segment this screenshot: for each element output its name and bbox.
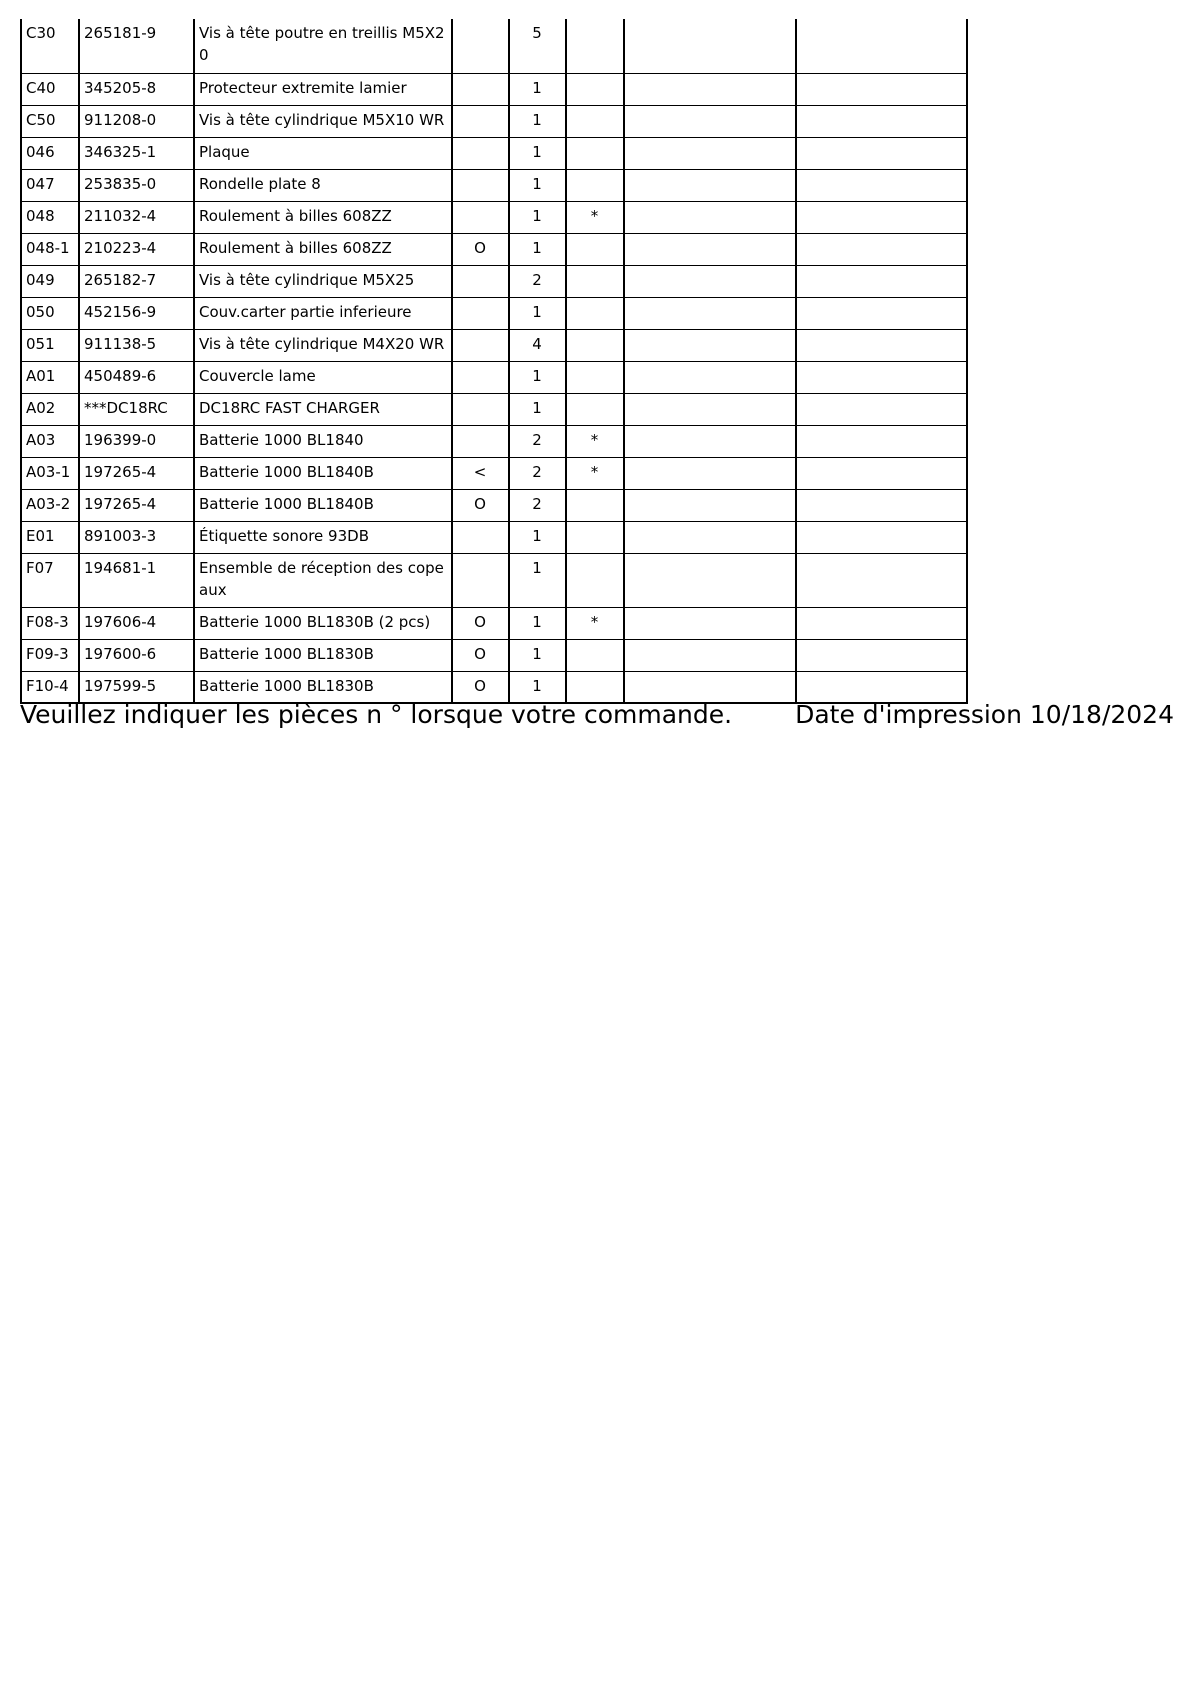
table-row (21, 105, 967, 137)
quantity-cell: 1 (509, 607, 566, 639)
flag-cell (566, 639, 624, 671)
quantity-cell: 1 (509, 233, 566, 265)
mark-cell (452, 201, 509, 233)
blank-cell (624, 393, 796, 425)
mark-cell (452, 265, 509, 297)
quantity-cell: 2 (509, 489, 566, 521)
part-number-cell: 196399-0 (79, 425, 194, 457)
table-row (21, 265, 967, 297)
mark-cell: O (452, 639, 509, 671)
flag-cell (566, 105, 624, 137)
blank-cell (796, 201, 967, 233)
description-cell: Ensemble de réception des copeaux (194, 553, 452, 607)
description-cell: Couvercle lame (194, 361, 452, 393)
blank-cell (624, 19, 796, 73)
flag-cell (566, 265, 624, 297)
description-cell: Batterie 1000 BL1830B (194, 639, 452, 671)
mark-cell (452, 425, 509, 457)
item-number-cell: 051 (21, 329, 79, 361)
blank-cell (796, 393, 967, 425)
table-row (21, 521, 967, 553)
blank-cell (796, 137, 967, 169)
flag-cell: * (566, 201, 624, 233)
flag-cell (566, 521, 624, 553)
blank-cell (796, 521, 967, 553)
blank-cell (624, 457, 796, 489)
table-row (21, 553, 967, 607)
blank-cell (624, 233, 796, 265)
item-number-cell: C40 (21, 73, 79, 105)
table-row (21, 137, 967, 169)
description-cell: DC18RC FAST CHARGER (194, 393, 452, 425)
flag-cell: * (566, 607, 624, 639)
mark-cell (452, 329, 509, 361)
item-number-cell: 048 (21, 201, 79, 233)
flag-cell (566, 297, 624, 329)
table-row (21, 607, 967, 639)
blank-cell (796, 329, 967, 361)
blank-cell (624, 73, 796, 105)
mark-cell (452, 169, 509, 201)
quantity-cell: 1 (509, 639, 566, 671)
blank-cell (796, 73, 967, 105)
flag-cell (566, 233, 624, 265)
blank-cell (624, 425, 796, 457)
part-number-cell: 197600-6 (79, 639, 194, 671)
item-number-cell: 050 (21, 297, 79, 329)
part-number-cell: ***DC18RC (79, 393, 194, 425)
description-cell: Rondelle plate 8 (194, 169, 452, 201)
quantity-cell: 1 (509, 105, 566, 137)
item-number-cell: F09-3 (21, 639, 79, 671)
part-number-cell: 197265-4 (79, 489, 194, 521)
description-cell: Vis à tête poutre en treillis M5X20 (194, 19, 452, 73)
item-number-cell: A03-2 (21, 489, 79, 521)
blank-cell (624, 265, 796, 297)
blank-cell (796, 607, 967, 639)
item-number-cell: A03 (21, 425, 79, 457)
order-note: Veuillez indiquer les pièces n ° lorsque votre commande. (20, 700, 733, 729)
quantity-cell: 4 (509, 329, 566, 361)
mark-cell (452, 19, 509, 73)
quantity-cell: 1 (509, 393, 566, 425)
quantity-cell: 1 (509, 361, 566, 393)
flag-cell (566, 329, 624, 361)
blank-cell (624, 137, 796, 169)
quantity-cell: 1 (509, 671, 566, 703)
mark-cell (452, 553, 509, 607)
table-row (21, 361, 967, 393)
blank-cell (624, 201, 796, 233)
blank-cell (796, 105, 967, 137)
mark-cell: O (452, 607, 509, 639)
print-date: Date d'impression 10/18/2024 (795, 700, 1174, 729)
table-row (21, 671, 967, 703)
flag-cell (566, 553, 624, 607)
description-cell: Batterie 1000 BL1830B (2 pcs) (194, 607, 452, 639)
table-row (21, 19, 967, 73)
part-number-cell: 891003-3 (79, 521, 194, 553)
table-row (21, 329, 967, 361)
part-number-cell: 253835-0 (79, 169, 194, 201)
parts-table (20, 19, 968, 704)
blank-cell (624, 361, 796, 393)
part-number-cell: 211032-4 (79, 201, 194, 233)
item-number-cell: A01 (21, 361, 79, 393)
quantity-cell: 2 (509, 425, 566, 457)
description-cell: Batterie 1000 BL1830B (194, 671, 452, 703)
item-number-cell: F08-3 (21, 607, 79, 639)
quantity-cell: 1 (509, 201, 566, 233)
flag-cell: * (566, 457, 624, 489)
part-number-cell: 911208-0 (79, 105, 194, 137)
mark-cell (452, 521, 509, 553)
parts-table-body (21, 19, 967, 703)
table-row (21, 457, 967, 489)
quantity-cell: 2 (509, 265, 566, 297)
blank-cell (624, 169, 796, 201)
mark-cell (452, 393, 509, 425)
part-number-cell: 197599-5 (79, 671, 194, 703)
description-cell: Batterie 1000 BL1840B (194, 457, 452, 489)
quantity-cell: 5 (509, 19, 566, 73)
blank-cell (796, 457, 967, 489)
mark-cell: < (452, 457, 509, 489)
description-cell: Couv.carter partie inferieure (194, 297, 452, 329)
part-number-cell: 194681-1 (79, 553, 194, 607)
blank-cell (796, 425, 967, 457)
part-number-cell: 265181-9 (79, 19, 194, 73)
part-number-cell: 197265-4 (79, 457, 194, 489)
blank-cell (796, 553, 967, 607)
mark-cell: O (452, 489, 509, 521)
blank-cell (624, 607, 796, 639)
flag-cell (566, 169, 624, 201)
blank-cell (796, 297, 967, 329)
part-number-cell: 345205-8 (79, 73, 194, 105)
mark-cell (452, 73, 509, 105)
item-number-cell: C30 (21, 19, 79, 73)
quantity-cell: 1 (509, 297, 566, 329)
blank-cell (796, 639, 967, 671)
table-row (21, 169, 967, 201)
part-number-cell: 197606-4 (79, 607, 194, 639)
flag-cell (566, 361, 624, 393)
quantity-cell: 1 (509, 521, 566, 553)
blank-cell (796, 265, 967, 297)
flag-cell: * (566, 425, 624, 457)
description-cell: Roulement à billes 608ZZ (194, 233, 452, 265)
item-number-cell: E01 (21, 521, 79, 553)
mark-cell (452, 105, 509, 137)
flag-cell (566, 19, 624, 73)
item-number-cell: 048-1 (21, 233, 79, 265)
quantity-cell: 1 (509, 553, 566, 607)
table-row (21, 489, 967, 521)
quantity-cell: 2 (509, 457, 566, 489)
description-cell: Étiquette sonore 93DB (194, 521, 452, 553)
blank-cell (796, 233, 967, 265)
table-row (21, 425, 967, 457)
item-number-cell: 049 (21, 265, 79, 297)
quantity-cell: 1 (509, 73, 566, 105)
item-number-cell: C50 (21, 105, 79, 137)
blank-cell (624, 105, 796, 137)
mark-cell (452, 297, 509, 329)
item-number-cell: A02 (21, 393, 79, 425)
flag-cell (566, 671, 624, 703)
quantity-cell: 1 (509, 169, 566, 201)
mark-cell: O (452, 233, 509, 265)
table-row (21, 393, 967, 425)
blank-cell (796, 671, 967, 703)
item-number-cell: F07 (21, 553, 79, 607)
part-number-cell: 911138-5 (79, 329, 194, 361)
flag-cell (566, 137, 624, 169)
mark-cell: O (452, 671, 509, 703)
item-number-cell: F10-4 (21, 671, 79, 703)
blank-cell (624, 329, 796, 361)
blank-cell (796, 19, 967, 73)
blank-cell (624, 297, 796, 329)
description-cell: Protecteur extremite lamier (194, 73, 452, 105)
blank-cell (624, 553, 796, 607)
description-cell: Vis à tête cylindrique M5X10 WR (194, 105, 452, 137)
flag-cell (566, 489, 624, 521)
description-cell: Batterie 1000 BL1840 (194, 425, 452, 457)
item-number-cell: A03-1 (21, 457, 79, 489)
description-cell: Plaque (194, 137, 452, 169)
blank-cell (796, 489, 967, 521)
mark-cell (452, 361, 509, 393)
flag-cell (566, 73, 624, 105)
table-row (21, 73, 967, 105)
table-row (21, 297, 967, 329)
item-number-cell: 047 (21, 169, 79, 201)
blank-cell (624, 639, 796, 671)
description-cell: Roulement à billes 608ZZ (194, 201, 452, 233)
blank-cell (796, 169, 967, 201)
quantity-cell: 1 (509, 137, 566, 169)
part-number-cell: 210223-4 (79, 233, 194, 265)
mark-cell (452, 137, 509, 169)
blank-cell (624, 521, 796, 553)
part-number-cell: 452156-9 (79, 297, 194, 329)
table-row (21, 201, 967, 233)
blank-cell (624, 489, 796, 521)
blank-cell (796, 361, 967, 393)
part-number-cell: 450489-6 (79, 361, 194, 393)
description-cell: Batterie 1000 BL1840B (194, 489, 452, 521)
flag-cell (566, 393, 624, 425)
table-row (21, 233, 967, 265)
part-number-cell: 346325-1 (79, 137, 194, 169)
description-cell: Vis à tête cylindrique M4X20 WR (194, 329, 452, 361)
part-number-cell: 265182-7 (79, 265, 194, 297)
blank-cell (624, 671, 796, 703)
item-number-cell: 046 (21, 137, 79, 169)
description-cell: Vis à tête cylindrique M5X25 (194, 265, 452, 297)
table-row (21, 639, 967, 671)
